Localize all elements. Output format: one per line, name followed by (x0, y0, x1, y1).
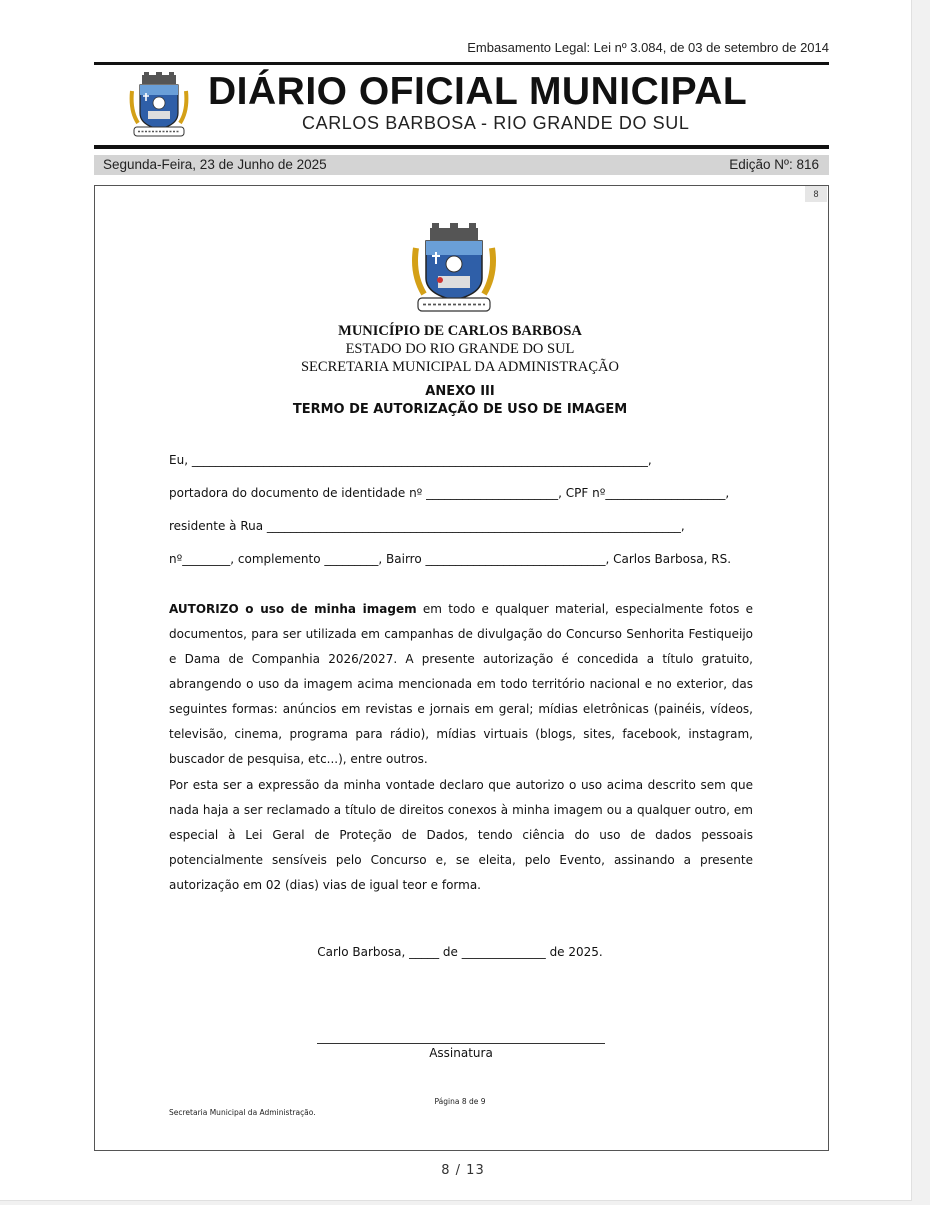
form-line-identity: portadora do documento de identidade nº ______________________, CPF nº____________________, (169, 486, 730, 500)
page-corner-number: 8 (805, 186, 827, 202)
date-edition-bar (94, 155, 829, 175)
newspaper-subtitle: CARLOS BARBOSA - RIO GRANDE DO SUL (302, 113, 690, 133)
annex-label: ANEXO III (425, 384, 495, 399)
edition-number: Edição Nº: 816 (729, 157, 819, 172)
publication-date: Segunda-Feira, 23 de Junho de 2025 (103, 157, 327, 172)
state-name: ESTADO DO RIO GRANDE DO SUL (345, 341, 575, 357)
term-title: TERMO DE AUTORIZAÇÃO DE USO DE IMAGEM (292, 402, 628, 417)
authorization-text: em todo e qualquer material, especialmente fotos e documentos, para ser utilizada em campanhas de divulgação do Concurso Senhorita Festiqueijo e Dama de Companhia 2026/2027. A presente autorização é concedida a título gratuito, abrangendo o uso da imagem acima mencionada em todo território nacional e no exterior, das seguintes formas: anúncios em revistas e jornais em geral; mídias eletrônicas (painéis, vídeos, televisão, cinema, programa para rádio), mídias virtuais (blogs, sites, facebook, instagram, buscador de pesquisa, etc...), entre outros. (169, 602, 754, 766)
vertical-scrollbar[interactable] (911, 0, 930, 1205)
form-line-street: residente à Rua _____________________________________________________________________, (169, 519, 685, 533)
form-line-address: nº________, complemento _________, Bairro ______________________________, Carlos Barbosa, RS. (169, 552, 732, 566)
viewer-page-indicator: 8 / 13 (441, 1163, 485, 1178)
horizontal-scrollbar[interactable] (0, 1200, 912, 1205)
declaration-paragraph: Por esta ser a expressão da minha vontade declaro que autorizo o uso acima descrito sem que nada haja a ser reclamado a título de direitos conexos à minha imagem ou a qualquer outro, em especial à Lei Geral de Proteção de Dados, tendo ciência do uso de dados pessoais potencialmente sensíveis pelo Concurso e, se eleita, pelo Evento, assinando a presente autorização em 02 (dias) vias de igual teor e forma. (169, 778, 753, 892)
municipality-name: MUNICÍPIO DE CARLOS BARBOSA (338, 323, 582, 339)
authorization-bold-lead: AUTORIZO o uso de minha imagem (169, 602, 417, 616)
page-footer: Secretaria Municipal da Administração. (169, 1108, 316, 1117)
form-line-name: Eu, ____________________________________________________________________________, (169, 453, 652, 467)
newspaper-title: DIÁRIO OFICIAL MUNICIPAL (208, 70, 748, 113)
signature-line (317, 1043, 605, 1044)
header-bottom-rule (94, 145, 829, 149)
legal-basis: Embasamento Legal: Lei nº 3.084, de 03 de setembro de 2014 (467, 40, 829, 55)
department-name: SECRETARIA MUNICIPAL DA ADMINISTRAÇÃO (300, 359, 619, 375)
place-and-date: Carlo Barbosa, _____ de ______________ de 2025. (317, 945, 603, 959)
municipal-coat-of-arms-icon (410, 222, 498, 314)
inner-page-number: Página 8 de 9 (434, 1097, 486, 1106)
signature-label: Assinatura (429, 1046, 493, 1060)
header-top-rule (94, 62, 829, 65)
authorization-paragraph (169, 597, 753, 772)
municipal-coat-of-arms-icon (128, 71, 190, 139)
